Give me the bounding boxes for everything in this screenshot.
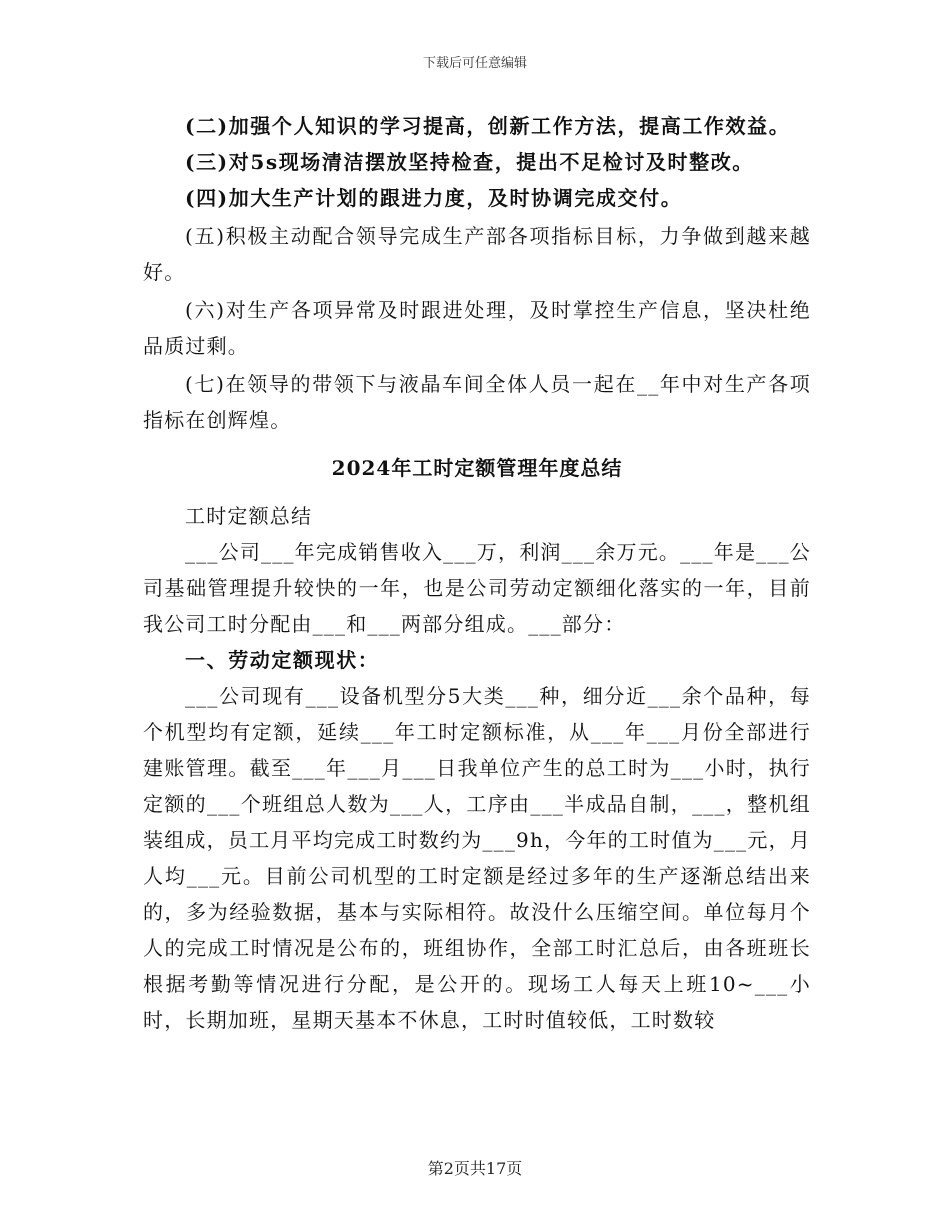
- item-2: (二)加强个人知识的学习提高，创新工作方法，提高工作效益。: [185, 114, 791, 138]
- heading-labor-quota-status: 一、劳动定额现状：: [185, 648, 380, 672]
- section-subtitle: 工时定额总结: [185, 504, 313, 528]
- page-footer: 第2页共17页: [427, 1159, 523, 1178]
- item-3: (三)对5s现场清洁摆放坚持检查，提出不足检讨及时整改。: [185, 150, 754, 174]
- section-title: 2024年工时定额管理年度总结: [331, 456, 623, 480]
- body-paragraph: ___公司现有___设备机型分5大类___种，细分近___余个品种，每个机型均有定额，延续___年工时定额标准，从___年___月份全部进行建账管理。截至___年___月___日我单位产生的总工时为___小时，执行定额的___个班组总人数为___人，工序由___半成品自制，___，整机组装组成，员工月平均完成工时数约为___9h，今年的工时值为___元，月人均___元。目前公司机型的工时定额是经过多年的生产逐渐总结出来的，多为经验数据，基本与实际相符。故没什么压缩空间。单位每月个人的完成工时情况是公布的，班组协作，全部工时汇总后，由各班班长根据考勤等情况进行分配，是公开的。现场工人每天上班10~___小时，长期加班，星期天基本不休息，工时时值较低，工时数较: [143, 684, 811, 1032]
- item-4: (四)加大生产计划的跟进力度，及时协调完成交付。: [185, 186, 683, 210]
- document-body: [143, 108, 811, 1038]
- item-6: (六)对生产各项异常及时跟进处理，及时掌控生产信息，坚决杜绝品质过剩。: [143, 298, 811, 358]
- item-5: (五)积极主动配合领导完成生产部各项指标目标，力争做到越来越好。: [143, 224, 811, 284]
- page-header: 下载后可任意编辑: [422, 56, 527, 71]
- item-7: (七)在领导的带领下与液晶车间全体人员一起在__年中对生产各项指标在创辉煌。: [143, 372, 811, 432]
- intro-paragraph: ___公司___年完成销售收入___万，利润___余万元。___年是___公司基础管理提升较快的一年，也是公司劳动定额细化落实的一年，目前我公司工时分配由___和___两部分组成。___部分：: [143, 540, 811, 636]
